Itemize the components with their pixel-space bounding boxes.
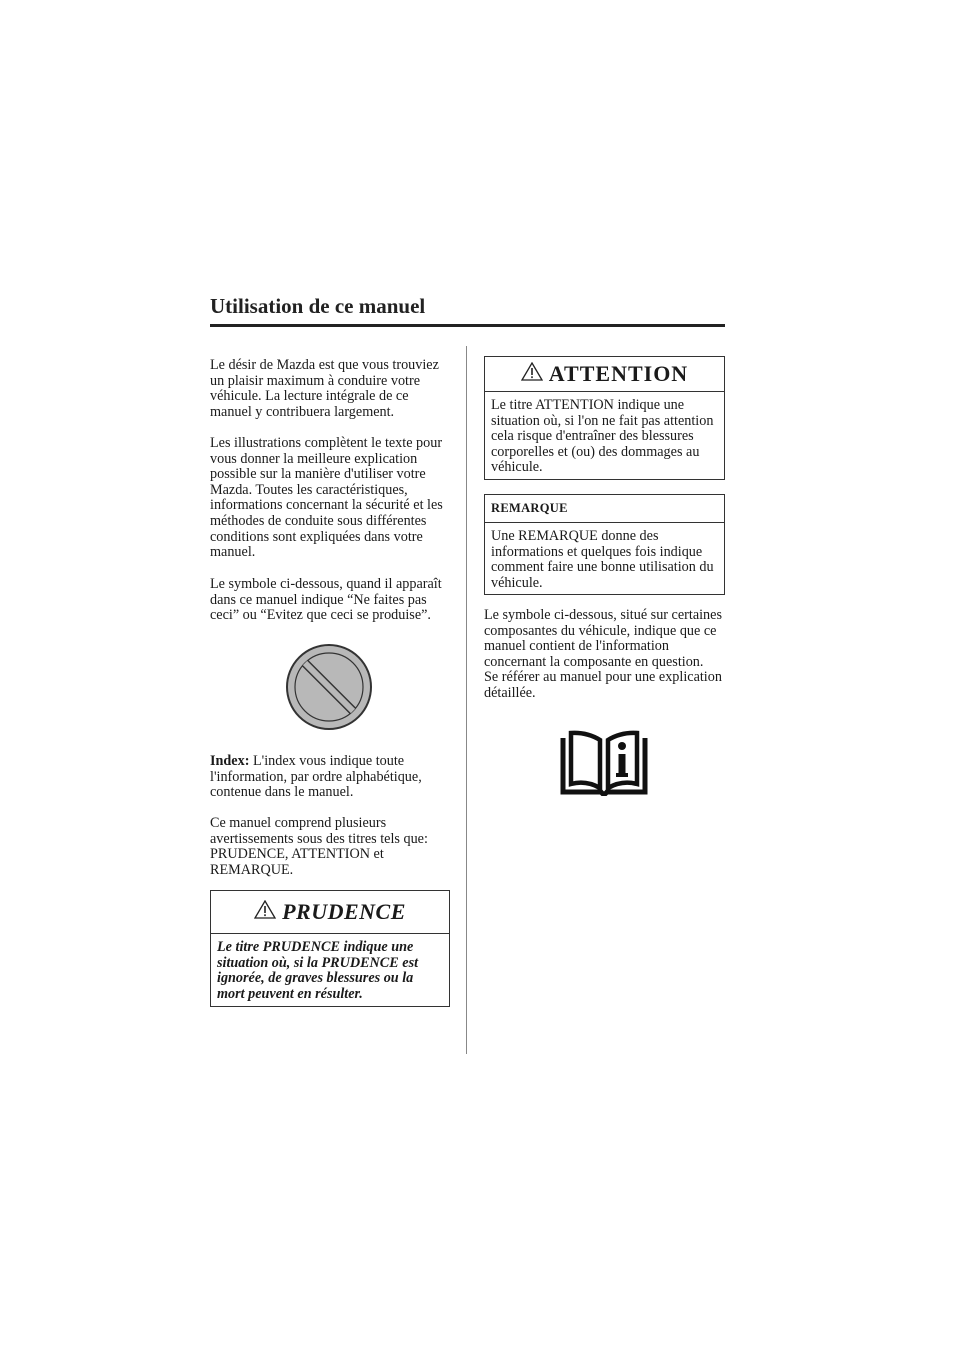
remarque-header bbox=[485, 495, 724, 523]
attention-title: ATTENTION bbox=[548, 361, 689, 386]
prudence-box bbox=[210, 890, 450, 1007]
manual-book-info-icon bbox=[560, 730, 648, 801]
prudence-text: Le titre PRUDENCE indique une situation où, si la PRUDENCE est ignorée, de graves blessures ou la mort peuvent en résulter. bbox=[217, 939, 419, 1002]
attention-header bbox=[485, 357, 724, 392]
warning-triangle-icon bbox=[521, 362, 543, 386]
remarque-text: Une REMARQUE donne des informations et quelques fois indique comment faire une bonne utilisation du véhicule. bbox=[491, 528, 714, 591]
index-label: Index: bbox=[210, 753, 250, 769]
manual-symbol-paragraph: Le symbole ci-dessous, situé sur certaines composantes du véhicule, indique que ce manuel contient de l'information concernant la composante en question. Se référer au manuel pour une explication détaillée. bbox=[484, 607, 722, 701]
remarque-title: REMARQUE bbox=[491, 501, 568, 515]
index-paragraph bbox=[210, 754, 455, 801]
column-divider bbox=[466, 346, 467, 1054]
prudence-header bbox=[211, 891, 449, 934]
index-text: L'index vous indique toute l'information, par ordre alphabétique, contenue dans le manuel. bbox=[210, 753, 422, 801]
warning-triangle-icon bbox=[254, 900, 276, 924]
attention-text: Le titre ATTENTION indique une situation où, si l'on ne fait pas attention cela risque d'entraîner des blessures corporelles et (ou) des dommages au véhicule. bbox=[491, 397, 714, 476]
intro-paragraph: Le désir de Mazda est que vous trouviez un plaisir maximum à conduire votre véhicule. La lecture intégrale de ce manuel y contribuera largement. bbox=[210, 357, 439, 420]
illustrations-paragraph: Les illustrations complètent le texte pour vous donner la meilleure explication possible sur la manière d'utiliser votre Mazda. Toutes les caractéristiques, informations concernant la sécurité et les méthodes de conduite sous différentes conditions sont expliquées dans votre manuel. bbox=[210, 435, 443, 561]
title-rule bbox=[210, 324, 725, 327]
remarque-box bbox=[484, 494, 725, 595]
page-title: Utilisation de ce manuel bbox=[210, 294, 426, 318]
prudence-title: PRUDENCE bbox=[282, 899, 406, 924]
attention-box bbox=[484, 356, 725, 480]
warnings-paragraph: Ce manuel comprend plusieurs avertissements sous des titres tels que: PRUDENCE, ATTENTION et REMARQUE. bbox=[210, 815, 428, 878]
symbol-paragraph: Le symbole ci-dessous, quand il apparaît dans ce manuel indique “Ne faites pas ceci” ou “Evitez que ceci se produise”. bbox=[210, 576, 442, 624]
prohibition-icon bbox=[284, 642, 374, 737]
